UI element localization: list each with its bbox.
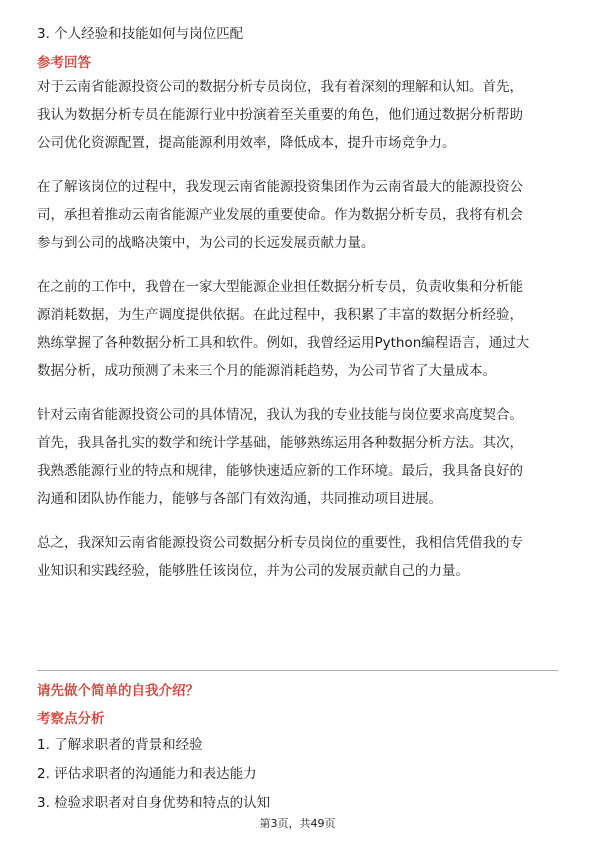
paragraph-line: 针对云南省能源投资公司的具体情况，我认为我的专业技能与岗位要求高度契合。 — [37, 407, 523, 423]
answer-heading: 参考回答 — [37, 55, 91, 71]
paragraph-line: 熟练掌握了各种数据分析工具和软件。例如，我曾经运用Python编程语言，通过大 — [37, 335, 530, 351]
paragraph-3 — [37, 277, 558, 381]
paragraph-line: 沟通和团队协作能力，能够与各部门有效沟通，共同推动项目进展。 — [37, 491, 442, 507]
paragraph-4 — [37, 405, 558, 509]
paragraph-1 — [37, 77, 558, 153]
paragraph-line: 公司优化资源配置，提高能源利用效率，降低成本，提升市场竞争力。 — [37, 135, 456, 151]
page-footer: 第3页，共49页 — [259, 817, 336, 830]
paragraph-line: 总之，我深知云南省能源投资公司数据分析专员岗位的重要性，我相信凭借我的专 — [37, 535, 523, 551]
paragraph-line: 在了解该岗位的过程中，我发现云南省能源投资集团作为云南省最大的能源投资公 — [37, 179, 523, 195]
paragraph-line: 参与到公司的战略决策中，为公司的长远发展贡献力量。 — [37, 235, 375, 251]
paragraph-line: 我熟悉能源行业的特点和规律，能够快速适应新的工作环境。最后，我具备良好的 — [37, 463, 523, 479]
paragraph-line: 司，承担着推动云南省能源产业发展的重要使命。作为数据分析专员，我将有机会 — [37, 207, 523, 223]
paragraph-2 — [37, 177, 558, 253]
list-item: 2. 评估求职者的沟通能力和表达能力 — [37, 766, 257, 782]
list-item: 1. 了解求职者的背景和经验 — [37, 737, 203, 753]
section-divider — [37, 670, 558, 671]
list-item: 3. 检验求职者对自身优势和特点的认知 — [37, 795, 271, 811]
paragraph-line: 数据分析，成功预测了未来三个月的能源消耗趋势，为公司节省了大量成本。 — [37, 363, 496, 379]
paragraph-line: 对于云南省能源投资公司的数据分析专员岗位，我有着深刻的理解和认知。首先， — [37, 79, 523, 95]
question-heading: 请先做个简单的自我介绍？ — [37, 683, 199, 699]
section-item-title: 3. 个人经验和技能如何与岗位匹配 — [37, 26, 244, 42]
paragraph-5 — [37, 533, 558, 581]
paragraph-line: 我认为数据分析专员在能源行业中扮演着至关重要的角色，他们通过数据分析帮助 — [37, 107, 523, 123]
paragraph-line: 业知识和实践经验，能够胜任该岗位，并为公司的发展贡献自己的力量。 — [37, 563, 469, 579]
paragraph-line: 在之前的工作中，我曾在一家大型能源企业担任数据分析专员，负责收集和分析能 — [37, 279, 523, 295]
answer-content — [37, 24, 558, 605]
analysis-points — [37, 735, 558, 822]
paragraph-line: 首先，我具备扎实的数学和统计学基础，能够熟练运用各种数据分析方法。其次， — [37, 435, 523, 451]
analysis-heading: 考察点分析 — [37, 711, 105, 727]
paragraph-line: 源消耗数据，为生产调度提供依据。在此过程中，我积累了丰富的数据分析经验， — [37, 307, 523, 323]
